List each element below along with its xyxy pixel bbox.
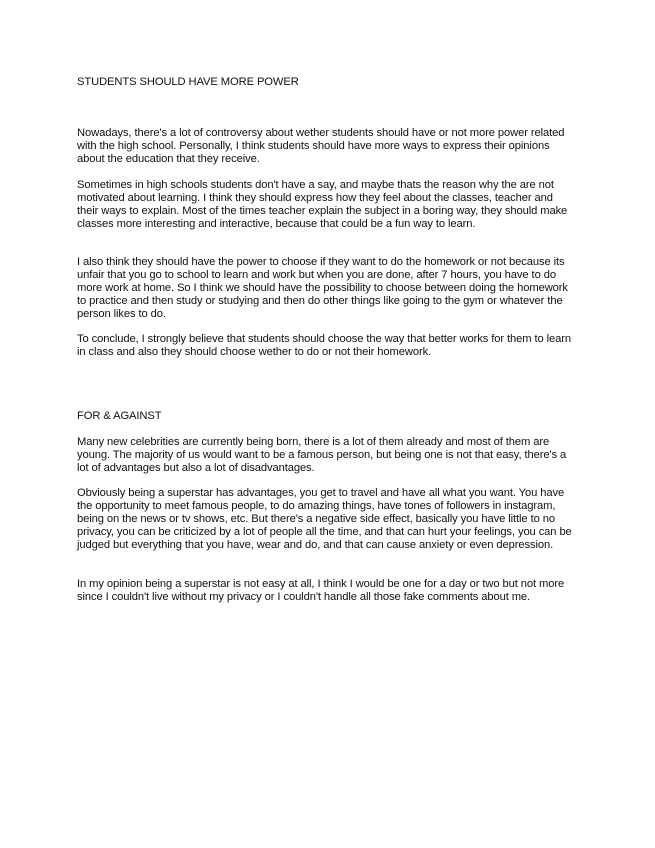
- essay-title-students-power: STUDENTS SHOULD HAVE MORE POWER: [77, 76, 299, 88]
- essay2-paragraph-3: In my opinion being a superstar is not easy at all, I think I would be one for a day or two but not more since I couldn't live without my privacy or I couldn't handle all those fake comments about me.: [77, 578, 565, 604]
- essay1-paragraph-2: Sometimes in high schools students don't have a say, and maybe thats the reason why the are not motivated about learning. I think they should express how they feel about the classes, teacher and their ways to explain. Most of the times teacher explain the subject in a boring way, they should make classes more interesting and interactive, because that could be a fun way to learn.: [77, 179, 568, 231]
- essay-title-for-against: FOR & AGAINST: [77, 410, 162, 422]
- essay1-paragraph-3: I also think they should have the power to choose if they want to do the homework or not because its unfair that you go to school to learn and work but when you are done, after 7 hours, you have to do more work at home. So I think we should have the possibility to choose between doing the homework to practice and then study or studying and then do other things like going to the gym or whatever the person likes to do.: [77, 256, 568, 321]
- essay2-paragraph-1: Many new celebrities are currently being born, there is a lot of them already and most of them are young. The majority of us would want to be a famous person, but being one is not that easy, there's a lot of advantages but also a lot of disadvantages.: [77, 436, 567, 475]
- essay1-paragraph-1: Nowadays, there's a lot of controversy about wether students should have or not more power related with the high school. Personally, I think students should have more ways to express their opinions about the education that they receive.: [77, 127, 565, 166]
- essay2-paragraph-2: Obviously being a superstar has advantages, you get to travel and have all what you want. You have the opportunity to meet famous people, to do amazing things, have tones of followers in instagram, being on the news or tv shows, etc. But there's a negative side effect, basically you have little to no privacy, you can be criticized by a lot of people all the time, and that can hurt your feelings, you can be judged but everything that you have, wear and do, and that can cause anxiety or even depression.: [77, 487, 572, 552]
- essay1-paragraph-4: To conclude, I strongly believe that students should choose the way that better works for them to learn in class and also they should choose wether to do or not their homework.: [77, 333, 572, 359]
